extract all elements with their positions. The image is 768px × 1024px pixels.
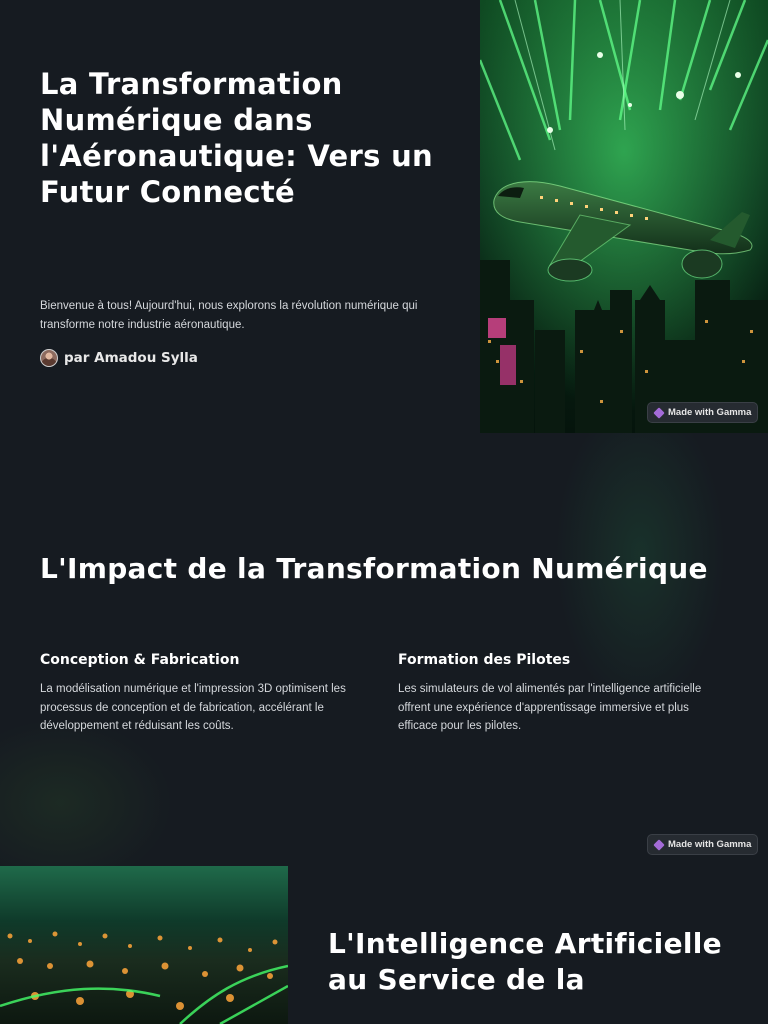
avatar [40, 349, 58, 367]
slide-ai [0, 866, 768, 1024]
column-body: La modélisation numérique et l'impression 3D optimisent les processus de conception et de fabrication, accélérant le développement et réduisant les coûts. [40, 683, 346, 732]
author-byline [40, 348, 198, 368]
slide-impact [0, 433, 768, 866]
column-title: Conception & Fabrication [40, 652, 240, 668]
city-lights-aerial-image [0, 866, 288, 1024]
slide-title-heading: La Transformation Numérique dans l'Aéronautique: Vers un Futur Connecté [40, 67, 433, 209]
airplane-city-image [480, 0, 768, 433]
slide-intro-text: Bienvenue à tous! Aujourd'hui, nous explorons la révolution numérique qui transforme notre industrie aéronautique. [40, 300, 418, 331]
impact-column [40, 650, 365, 736]
gamma-logo-icon [653, 407, 664, 418]
column-title: Formation des Pilotes [398, 652, 571, 668]
author-name: par Amadou Sylla [64, 350, 198, 366]
impact-column [398, 650, 723, 736]
badge-label: Made with Gamma [668, 407, 752, 418]
gamma-logo-icon [653, 839, 664, 850]
slide-heading: L'Intelligence Artificielle au Service de la [328, 927, 722, 996]
column-body: Les simulateurs de vol alimentés par l'intelligence artificielle offrent une expérience d'apprentissage immersive et plus efficace pour les pilotes. [398, 683, 702, 732]
slide-heading: L'Impact de la Transformation Numérique [40, 552, 708, 585]
slide-title [0, 0, 768, 433]
made-with-gamma-badge[interactable] [647, 834, 758, 855]
made-with-gamma-badge[interactable] [647, 402, 758, 423]
badge-label: Made with Gamma [668, 839, 752, 850]
